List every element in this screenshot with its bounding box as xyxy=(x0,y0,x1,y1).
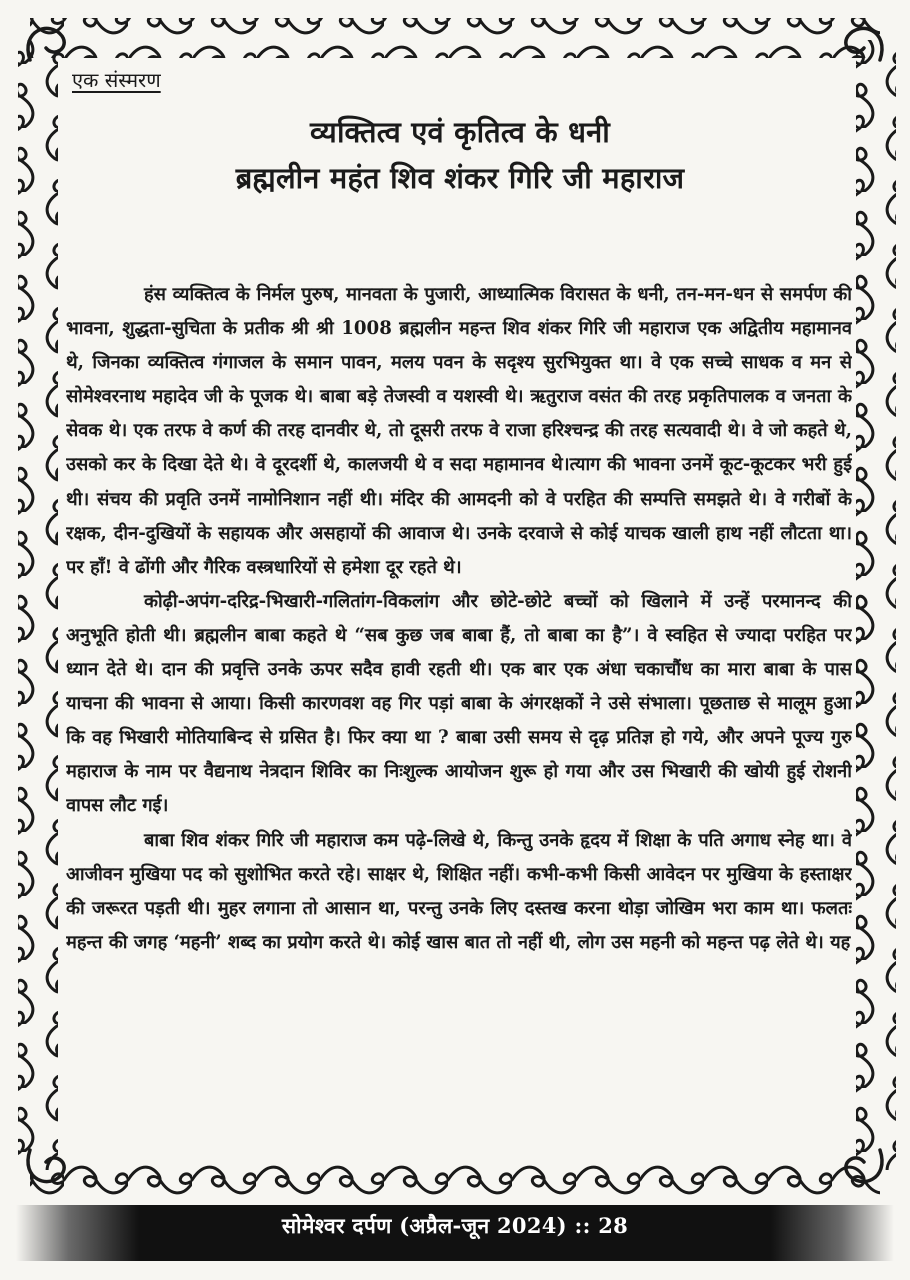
article-paragraph-2: कोढ़ी-अपंग-दरिद्र-भिखारी-गलितांग-विकलांग और छोटे-छोटे बच्चों को खिलाने में उन्हें परमानन्द की अनुभूति होती थी। ब्रह्मलीन बाबा कहते थे “सब कुछ जब बाबा हैं, तो बाबा का है”। वे स्वहित से ज्यादा परहित पर ध्यान देते थे। दान की प्रवृत्ति उनके ऊपर सदैव हावी रहती थी। एक बार एक अंधा चकाचौंध का मारा बाबा के पास याचना की भावना से आया। किसी कारणवश वह गिर पड़ां बाबा के अंगरक्षकों ने उसे संभाला। पूछताछ से मालूम हुआ कि वह भिखारी मोतियाबिन्द से ग्रसित है। फिर क्या था ? बाबा उसी समय से दृढ़ प्रतिज्ञ हो गये, और अपने पूज्य गुरु महाराज के नाम पर वैद्यनाथ नेत्रदान शिविर का निःशुल्क आयोजन शुरू हो गया और उस भिखारी की खोयी हुई रोशनी वापस लौट गई। xyxy=(66,590,852,817)
section-label: एक संस्मरण xyxy=(72,68,161,92)
article-paragraph-1: हंस व्यक्तित्व के निर्मल पुरुष, मानवता के पुजारी, आध्यात्मिक विरासत के धनी, तन-मन-धन से समर्पण की भावना, शुद्धता-सुचिता के प्रतीक श्री श्री 1008 ब्रह्मलीन महन्त शिव शंकर गिरि जी महाराज एक अद्वितीय महामानव थे, जिनका व्यक्तित्व गंगाजल के समान पावन, मलय पवन के सदृश्य सुरभियुक्त था। वे एक सच्चे साधक व मन से सोमेश्वरनाथ महादेव जी के पूजक थे। बाबा बड़े तेजस्वी व यशस्वी थे। ऋतुराज वसंत की तरह प्रकृतिपालक व जनता के सेवक थे। एक तरफ वे कर्ण की तरह दानवीर थे, तो दूसरी तरफ वे राजा हरिश्चन्द्र की तरह सत्यवादी थे। वे जो कहते थे, उसको कर के दिखा देते थे। वे दूरदर्शी थे, कालजयी थे व सदा महामानव थे।त्याग की भावना उनमें कूट-कूटकर भरी हुई थी। संचय की प्रवृति उनमें नामोनिशान नहीं थी। मंदिर की आमदनी को वे परहित की सम्पत्ति समझते थे। वे गरीबों के रक्षक, दीन-दुखियों के सहायक और असहायों की आवाज थे। उनके दरवाजे से कोई याचक खाली हाथ नहीं लौटता था। पर हाँ! वे ढोंगी और गैरिक वस्त्रधारियों से हमेशा दूर रहते थे। xyxy=(66,284,852,578)
footer-page-info: सोमेश्वर दर्पण (अप्रैल-जून 2024) :: 28 xyxy=(281,1213,629,1238)
article-body xyxy=(66,278,852,1178)
article-title-line-1: व्यक्तित्व एवं कृतित्व के धनी xyxy=(310,115,610,149)
article-paragraph-3: बाबा शिव शंकर गिरि जी महाराज कम पढ़े-लिखे थे, किन्तु उनके हृदय में शिक्षा के पति अगाध स्नेह था। वे आजीवन मुखिया पद को सुशोभित करते रहे। साक्षर थे, शिक्षित नहीं। कभी-कभी किसी आवेदन पर मुखिया के हस्ताक्षर की जरूरत पड़ती थी। मुहर लगाना तो आसान था, परन्तु उनके लिए दस्तख करना थोड़ा जोखिम भरा काम था। फलतः महन्त की जगह ‘महनी’ शब्द का प्रयोग करते थे। कोई खास बात तो नहीं थी, लोग उस महनी को महन्त पढ़ लेते थे। यह xyxy=(66,829,852,953)
article-title-line-2: ब्रह्मलीन महंत शिव शंकर गिरि जी महाराज xyxy=(235,161,685,195)
